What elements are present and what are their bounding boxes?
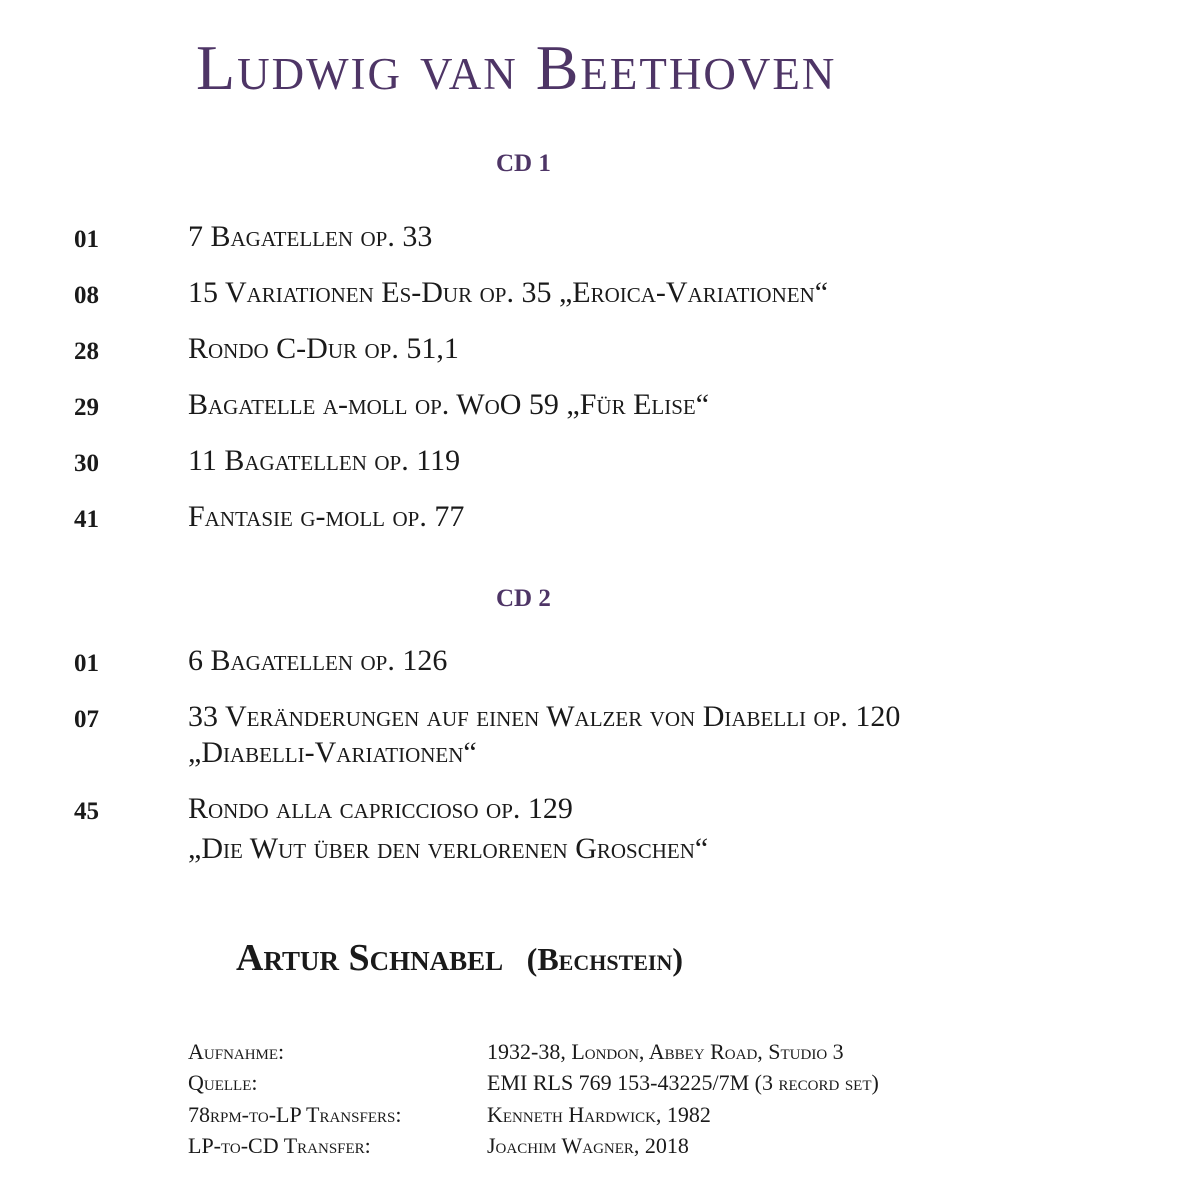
credit-value: 1932-38, London, Abbey Road, Studio 3 [487,1039,844,1064]
track-title: 6 Bagatellen op. 126 [188,644,448,677]
track-title: Rondo alla capriccioso op. 129 [188,792,573,825]
track-title: 33 Veränderungen auf einen Walzer von Diabelli op. 120 [188,700,901,733]
track-number: 01 [74,650,99,677]
track-number: 30 [74,450,99,477]
track-title: Bagatelle a-moll op. WoO 59 „Für Elise“ [188,388,710,421]
credit-label: LP-to-CD Transfer: [188,1133,371,1158]
track-number: 28 [74,338,99,365]
performer [236,938,683,979]
track-title: 11 Bagatellen op. 119 [188,444,461,477]
track-number: 41 [74,506,99,533]
performer-name: Artur Schnabel [236,937,504,979]
performer-instrument: (Bechstein) [526,941,684,977]
track-subtitle: „Die Wut über den verlorenen Groschen“ [188,832,709,865]
track-number: 29 [74,394,99,421]
credit-value: Kenneth Hardwick, 1982 [487,1102,711,1127]
composer-title: Ludwig van Beethoven [196,32,837,103]
cd2-heading: CD 2 [496,585,551,612]
track-subtitle: „Diabelli-Variationen“ [188,736,477,769]
track-title: 15 Variationen Es-Dur op. 35 „Eroica-Variationen“ [188,276,829,309]
track-number: 07 [74,706,99,733]
track-title: 7 Bagatellen op. 33 [188,220,433,253]
cd1-heading: CD 1 [496,150,551,177]
track-title: Rondo C-Dur op. 51,1 [188,332,459,365]
track-number: 08 [74,282,99,309]
credit-value: Joachim Wagner, 2018 [487,1133,689,1158]
track-number: 45 [74,798,99,825]
credit-label: Quelle: [188,1070,258,1095]
track-title: Fantasie g-moll op. 77 [188,500,465,533]
track-number: 01 [74,226,99,253]
credit-label: Aufnahme: [188,1039,285,1064]
credit-label: 78rpm-to-LP Transfers: [188,1102,402,1127]
credit-value: EMI RLS 769 153-43225/7M (3 record set) [487,1070,879,1095]
